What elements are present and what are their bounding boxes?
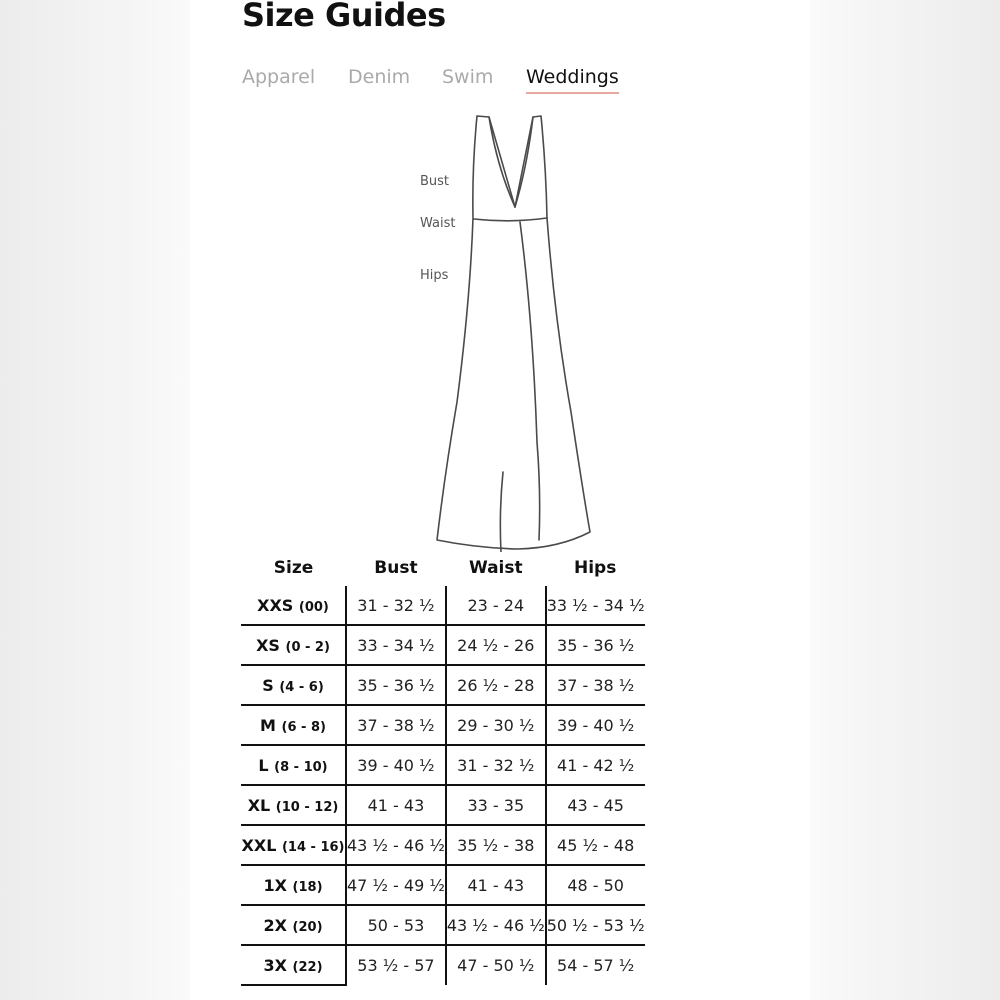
tab-weddings[interactable] [526,66,619,88]
dress-diagram [415,112,605,552]
waist-cell: 31 - 32 ½ [446,745,546,785]
size-number: (0 - 2) [285,639,330,655]
table-row [241,945,645,985]
size-cell [241,625,346,665]
bust-cell: 53 ½ - 57 [346,945,446,985]
hips-cell: 37 - 38 ½ [546,665,645,705]
size-number: (4 - 6) [279,679,324,695]
hips-cell: 54 - 57 ½ [546,945,645,985]
waist-cell: 33 - 35 [446,785,546,825]
size-letter: 3X [263,955,287,975]
table-row [241,625,645,665]
hips-cell: 48 - 50 [546,865,645,905]
bust-cell: 43 ½ - 46 ½ [346,825,446,865]
table-row [241,785,645,825]
table-row [241,865,645,905]
bust-cell: 31 - 32 ½ [346,586,446,625]
size-number: (18) [292,879,323,895]
hips-cell: 35 - 36 ½ [546,625,645,665]
table-row [241,705,645,745]
header-waist: Waist [468,558,523,578]
hips-cell: 33 ½ - 34 ½ [546,586,645,625]
hips-label: Hips [420,268,449,283]
hips-cell: 39 - 40 ½ [546,705,645,745]
hips-cell: 41 - 42 ½ [546,745,645,785]
size-letter: S [262,675,274,695]
tab-swim[interactable]: Swim [442,66,494,88]
waist-cell: 26 ½ - 28 [446,665,546,705]
size-cell [241,785,346,825]
bust-cell: 39 - 40 ½ [346,745,446,785]
size-number: (20) [292,919,323,935]
size-number: (10 - 12) [275,799,339,815]
size-cell [241,825,346,865]
blurred-right-margin [810,0,1000,1000]
tab-denim[interactable]: Denim [348,66,411,88]
waist-cell: 47 - 50 ½ [446,945,546,985]
size-cell [241,745,346,785]
table-row [241,905,645,945]
hips-cell: 45 ½ - 48 [546,825,645,865]
waist-cell: 41 - 43 [446,865,546,905]
bust-cell: 35 - 36 ½ [346,665,446,705]
bust-cell: 47 ½ - 49 ½ [346,865,446,905]
table-row [241,825,645,865]
active-tab-underline [526,92,619,94]
size-number: (22) [292,959,323,975]
size-cell [241,865,346,905]
size-letter: 1X [263,875,287,895]
bust-cell: 41 - 43 [346,785,446,825]
waist-cell: 24 ½ - 26 [446,625,546,665]
hips-cell: 43 - 45 [546,785,645,825]
bust-cell: 37 - 38 ½ [346,705,446,745]
size-cell [241,945,346,985]
size-letter: XL [247,795,271,815]
header-bust: Bust [374,558,418,578]
header-size: Size [273,558,314,578]
waist-cell: 29 - 30 ½ [446,705,546,745]
size-cell [241,905,346,945]
header-hips: Hips [573,558,617,578]
size-number: (6 - 8) [281,719,326,735]
size-letter: 2X [263,915,287,935]
size-chart-table [241,550,645,986]
table-row [241,586,645,625]
waist-cell: 35 ½ - 38 [446,825,546,865]
waist-cell: 43 ½ - 46 ½ [446,905,546,945]
size-number: (14 - 16) [281,839,345,855]
size-cell [241,705,346,745]
size-number: (8 - 10) [274,759,328,775]
page-title: Size Guides [242,0,446,34]
table-row [241,665,645,705]
waist-label: Waist [420,216,456,231]
tab-apparel[interactable]: Apparel [242,66,316,88]
waist-cell: 23 - 24 [446,586,546,625]
size-letter: M [260,715,276,735]
table-header-row [241,550,645,586]
blurred-left-margin [0,0,190,1000]
size-cell [241,586,346,625]
table-row [241,745,645,785]
size-letter: L [258,755,269,775]
size-letter: XXS [257,595,294,615]
bust-label: Bust [420,174,450,189]
size-letter: XXL [241,835,277,855]
tab-weddings-label: Weddings [526,66,619,88]
size-letter: XS [256,635,280,655]
bust-cell: 33 - 34 ½ [346,625,446,665]
size-cell [241,665,346,705]
size-number: (00) [298,599,329,615]
hips-cell: 50 ½ - 53 ½ [546,905,645,945]
bust-cell: 50 - 53 [346,905,446,945]
